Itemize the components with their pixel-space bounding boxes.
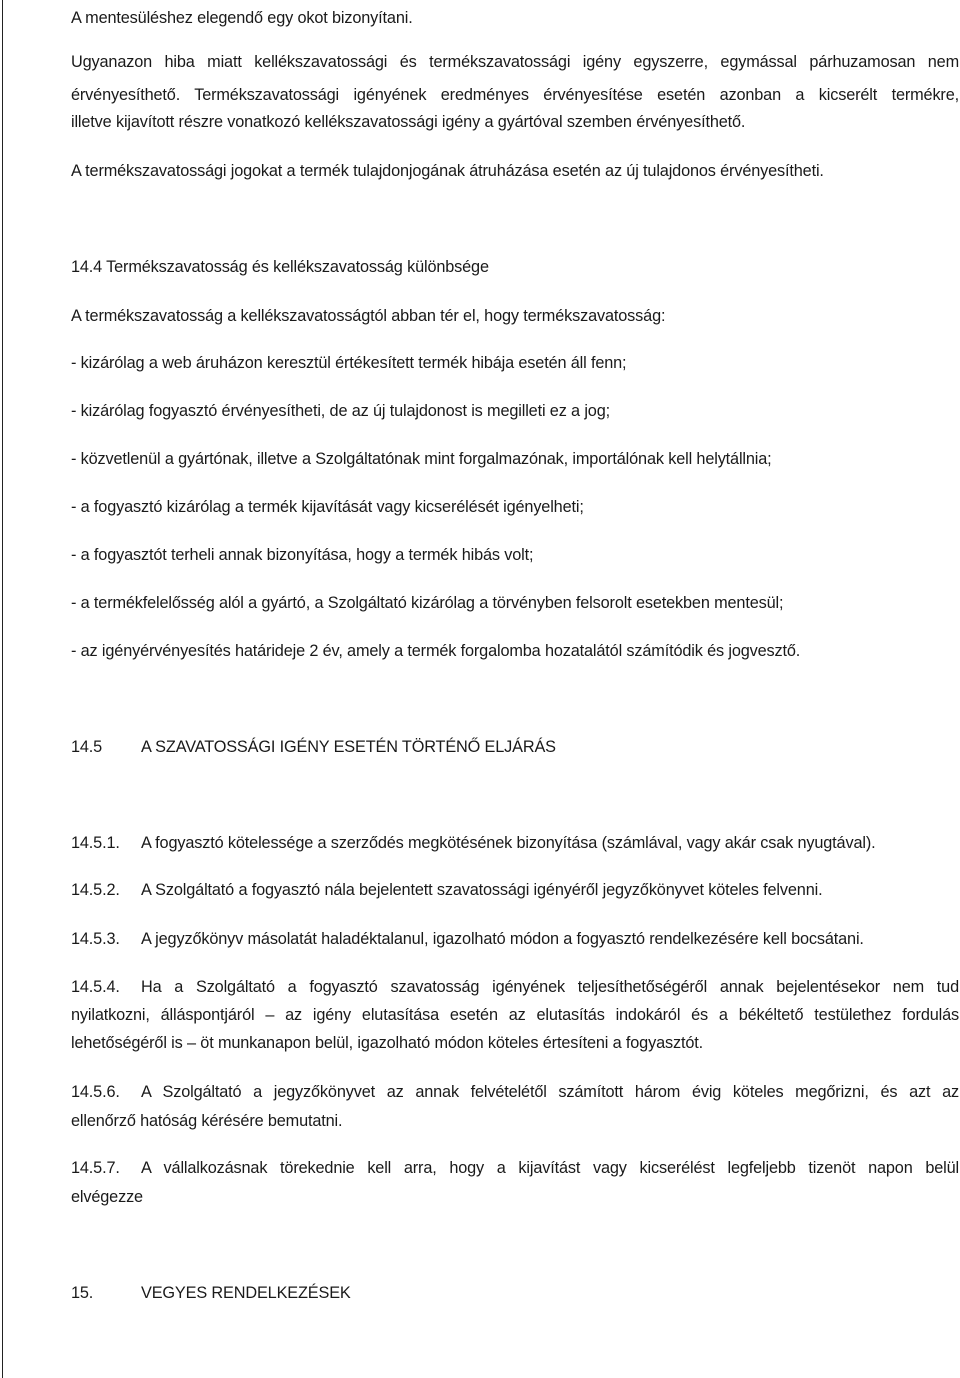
- paragraph-exemption: A mentesüléshez elegendő egy okot bizonyítani.: [71, 9, 413, 27]
- section-14-5-heading: [71, 737, 556, 757]
- clause-number: 14.5.3.: [71, 930, 120, 948]
- clause-text: A Szolgáltató a jegyzőkönyvet az annak felvételétől számított három évig köteles megőrizni, és azt az: [141, 1083, 959, 1101]
- clause-14-5-6-line-2: ellenőrző hatóság kérésére bemutatni.: [71, 1112, 343, 1130]
- clause-14-5-4-line-2: nyilatkozni, álláspontjáról – az igény elutasítása esetén az elutasítás indokáról és a békéltető testülethez fordulás: [71, 1006, 959, 1024]
- section-15-title: VEGYES RENDELKEZÉSEK: [141, 1284, 351, 1302]
- clause-14-5-2: [71, 880, 822, 900]
- list-item: - közvetlenül a gyártónak, illetve a Szolgáltatónak mint forgalmazónak, importálónak kell helytállnia;: [71, 450, 772, 468]
- clause-14-5-6-line-1: [71, 1082, 959, 1102]
- list-item: - kizárólag a web áruházon keresztül értékesített termék hibája esetén áll fenn;: [71, 354, 627, 372]
- clause-14-5-3: [71, 929, 864, 949]
- paragraph-same-defect-line-3: illetve kijavított részre vonatkozó kellékszavatossági igény a gyártóval szemben érvényesíthető.: [71, 113, 746, 131]
- paragraph-transfer: A termékszavatossági jogokat a termék tulajdonjogának átruházása esetén az új tulajdonos érvényesítheti.: [71, 162, 824, 180]
- section-15-heading: [71, 1283, 351, 1303]
- clause-14-5-4-line-3: lehetőségéről is – öt munkanapon belül, igazolható módon köteles értesíteni a fogyasztót.: [71, 1034, 703, 1052]
- clause-14-5-4-line-1: [71, 977, 959, 997]
- list-item: - az igényérvényesítés határideje 2 év, amely a termék forgalomba hozatalától számítódik és jogvesztő.: [71, 642, 801, 660]
- paragraph-same-defect-line-1: Ugyanazon hiba miatt kellékszavatossági és termékszavatossági igény egyszerre, egymással párhuzamosan nem: [71, 53, 959, 71]
- section-14-4-lead: A termékszavatosság a kellékszavatosságtól abban tér el, hogy termékszavatosság:: [71, 307, 666, 325]
- list-item: - a fogyasztót terheli annak bizonyítása, hogy a termék hibás volt;: [71, 546, 534, 564]
- clause-text: Ha a Szolgáltató a fogyasztó szavatosság igényének teljesíthetőségéről annak bejelentésekor nem tud: [141, 978, 959, 996]
- clause-text: A fogyasztó kötelessége a szerződés megkötésének bizonyítása (számlával, vagy akár csak nyugtával).: [141, 834, 876, 852]
- clause-text: A jegyzőkönyv másolatát haladéktalanul, igazolható módon a fogyasztó rendelkezésére kell bocsátani.: [141, 930, 864, 948]
- section-14-4-heading: 14.4 Termékszavatosság és kellékszavatosság különbsége: [71, 258, 489, 276]
- list-item: - kizárólag fogyasztó érvényesítheti, de az új tulajdonost is megilleti ez a jog;: [71, 402, 610, 420]
- clause-number: 14.5.1.: [71, 834, 120, 852]
- clause-text: A Szolgáltató a fogyasztó nála bejelentett szavatossági igényéről jegyzőkönyvet köteles felvenni.: [141, 881, 823, 899]
- clause-number: 14.5.6.: [71, 1083, 120, 1101]
- clause-number: 14.5.2.: [71, 881, 120, 899]
- section-14-5-number: 14.5: [71, 738, 103, 756]
- list-item: - a termékfelelősség alól a gyártó, a Szolgáltató kizárólag a törvényben felsorolt esetekben mentesül;: [71, 594, 784, 612]
- clause-14-5-1: [71, 833, 875, 853]
- paragraph-same-defect-line-2: érvényesíthető. Termékszavatossági igényének eredményes érvényesítése esetén azonban a kicserélt termékre,: [71, 86, 959, 104]
- list-item: - a fogyasztó kizárólag a termék kijavítását vagy kicserélését igényelheti;: [71, 498, 584, 516]
- clause-number: 14.5.4.: [71, 978, 120, 996]
- clause-number: 14.5.7.: [71, 1159, 120, 1177]
- clause-14-5-7-line-1: [71, 1158, 959, 1178]
- section-14-5-title: A SZAVATOSSÁGI IGÉNY ESETÉN TÖRTÉNŐ ELJÁRÁS: [141, 738, 556, 756]
- section-15-number: 15.: [71, 1284, 94, 1302]
- clause-text: A vállalkozásnak törekednie kell arra, hogy a kijavítást vagy kicserélést legfeljebb tizenöt napon belül: [141, 1159, 959, 1177]
- page-margin-rule: [2, 0, 3, 1378]
- clause-14-5-7-line-2: elvégezze: [71, 1188, 143, 1206]
